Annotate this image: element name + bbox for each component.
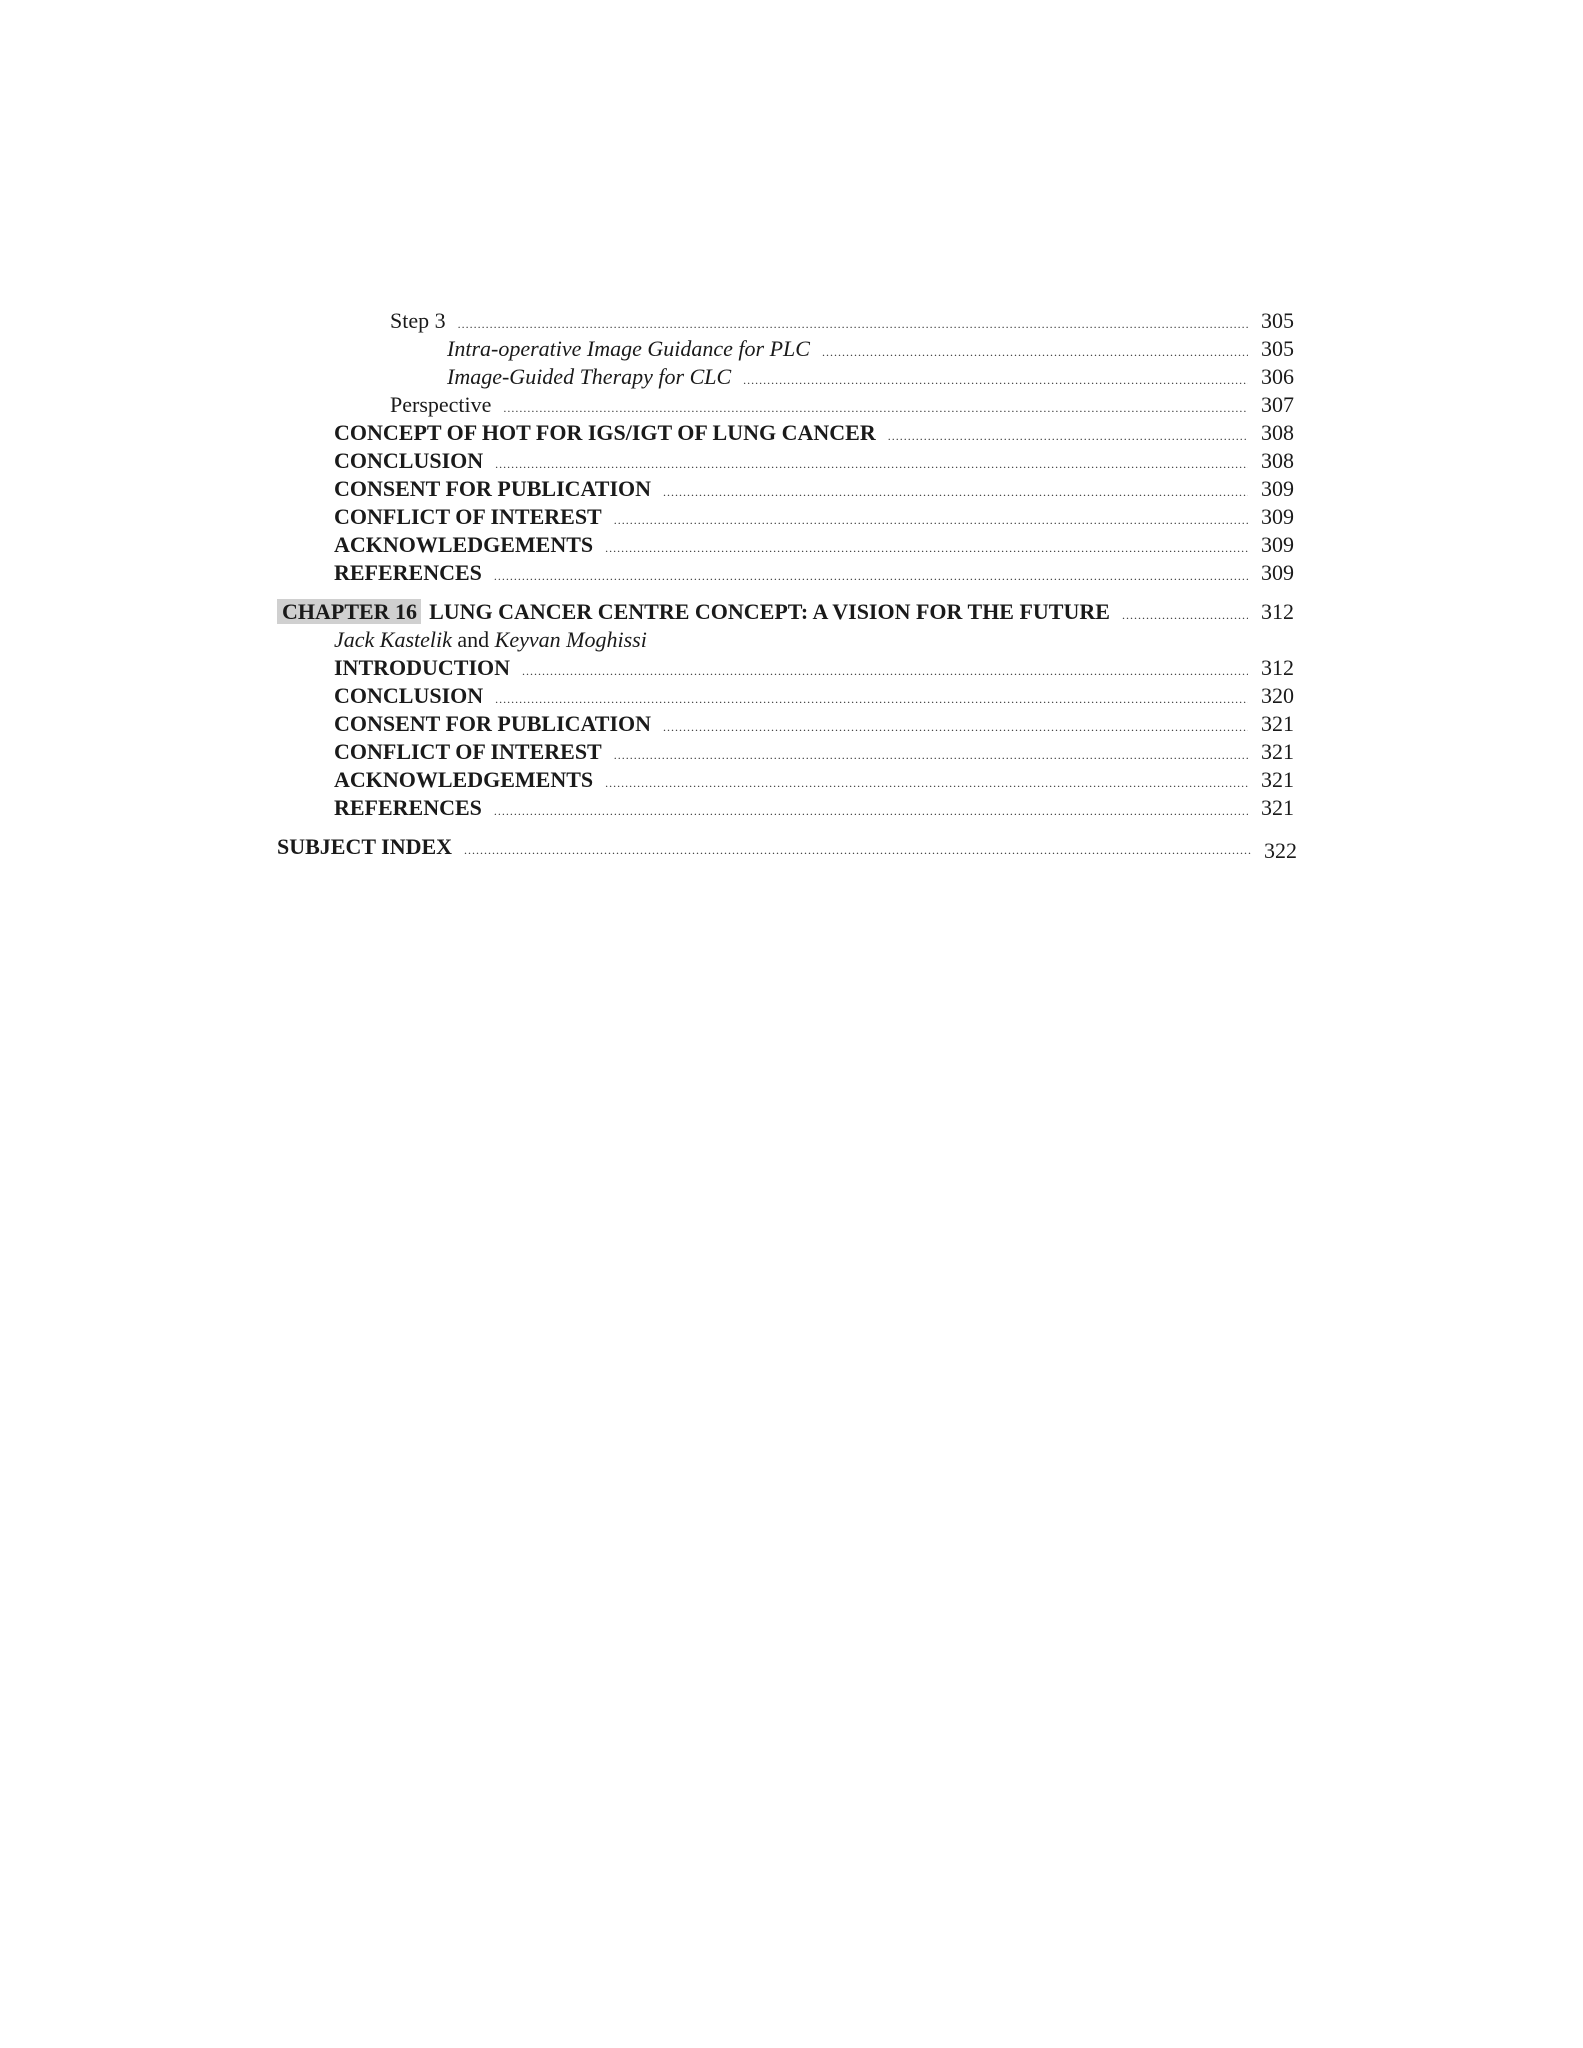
dot-leader <box>614 506 1248 534</box>
toc-entry-page: 305 <box>1261 308 1294 333</box>
toc-entry-perspective[interactable] <box>390 391 1294 419</box>
toc-entry-conflict[interactable] <box>334 738 1294 766</box>
toc-entry-title: Step 3 <box>390 308 446 333</box>
dot-leader <box>822 338 1248 366</box>
author-joiner: and <box>457 627 490 652</box>
toc-entry-title: REFERENCES <box>334 560 482 585</box>
toc-entry-title: CONCEPT OF HOT FOR IGS/IGT OF LUNG CANCER <box>334 420 876 445</box>
dot-leader <box>464 836 1251 864</box>
dot-leader <box>522 657 1248 685</box>
toc-entry-page: 309 <box>1261 532 1294 557</box>
toc-entry-references[interactable] <box>334 559 1294 587</box>
toc-entry-page: 322 <box>1264 838 1297 863</box>
toc-entry-page: 308 <box>1261 420 1294 445</box>
toc-entry-page: 321 <box>1261 767 1294 792</box>
toc-entry-concept-of-hot[interactable] <box>334 419 1294 447</box>
toc-entry-acknowledgements[interactable] <box>334 531 1294 559</box>
toc-entry-title: ACKNOWLEDGEMENTS <box>334 767 594 792</box>
toc-entry-introduction[interactable] <box>334 654 1294 682</box>
toc-entry-page: 308 <box>1261 448 1294 473</box>
toc-entry-page: 320 <box>1261 683 1294 708</box>
chapter-authors <box>334 626 647 654</box>
toc-entry-page: 321 <box>1261 739 1294 764</box>
toc-entry-title: ACKNOWLEDGEMENTS <box>334 532 594 557</box>
toc-entry-consent[interactable] <box>334 475 1294 503</box>
author-name: Keyvan Moghissi <box>494 627 647 652</box>
toc-entry-page: 321 <box>1261 711 1294 736</box>
toc-entry-page: 305 <box>1261 336 1294 361</box>
toc-entry-conclusion[interactable] <box>334 447 1294 475</box>
toc-entry-page: 309 <box>1261 476 1294 501</box>
dot-leader <box>614 741 1248 769</box>
toc-entry-title: Image-Guided Therapy for CLC <box>447 364 732 389</box>
chapter-number-label: CHAPTER 16 <box>277 599 421 624</box>
toc-entry-title: Intra-operative Image Guidance for PLC <box>447 336 810 361</box>
dot-leader <box>458 310 1248 338</box>
toc-entry-step3[interactable] <box>390 307 1294 335</box>
toc-entry-title: SUBJECT INDEX <box>277 834 453 859</box>
dot-leader <box>663 713 1248 741</box>
toc-entry-page: 306 <box>1261 364 1294 389</box>
toc-entry-page: 309 <box>1261 560 1294 585</box>
dot-leader <box>605 534 1248 562</box>
toc-entry-subject-index[interactable] <box>277 833 1297 861</box>
toc-entry-consent[interactable] <box>334 710 1294 738</box>
dot-leader <box>605 769 1248 797</box>
toc-entry-title: REFERENCES <box>334 795 482 820</box>
chapter-title: LUNG CANCER CENTRE CONCEPT: A VISION FOR THE FUTURE <box>429 599 1110 624</box>
toc-entry-title: CONCLUSION <box>334 683 484 708</box>
toc-entry-conclusion[interactable] <box>334 682 1294 710</box>
toc-entry-title: CONFLICT OF INTEREST <box>334 504 602 529</box>
author-name: Jack Kastelik <box>334 627 452 652</box>
toc-entry-page: 309 <box>1261 504 1294 529</box>
toc-entry-conflict[interactable] <box>334 503 1294 531</box>
toc-entry-intraoperative[interactable] <box>447 335 1294 363</box>
dot-leader <box>494 797 1248 825</box>
toc-entry-page: 312 <box>1261 599 1294 624</box>
dot-leader <box>888 422 1248 450</box>
dot-leader <box>495 685 1248 713</box>
toc-entry-page: 307 <box>1261 392 1294 417</box>
toc-entry-acknowledgements[interactable] <box>334 766 1294 794</box>
dot-leader <box>743 366 1248 394</box>
toc-entry-title: CONFLICT OF INTEREST <box>334 739 602 764</box>
toc-entry-title: CONCLUSION <box>334 448 484 473</box>
toc-entry-page: 321 <box>1261 795 1294 820</box>
toc-entry-image-guided-therapy[interactable] <box>447 363 1294 391</box>
toc-entry-page: 312 <box>1261 655 1294 680</box>
toc-entry-title: CONSENT FOR PUBLICATION <box>334 476 652 501</box>
toc-entry-references[interactable] <box>334 794 1294 822</box>
dot-leader <box>495 450 1248 478</box>
dot-leader <box>494 562 1248 590</box>
toc-entry-title: INTRODUCTION <box>334 655 511 680</box>
toc-entry-title: Perspective <box>390 392 492 417</box>
toc-entry-title: CONSENT FOR PUBLICATION <box>334 711 652 736</box>
chapter-heading <box>277 598 1110 626</box>
toc-chapter-16[interactable] <box>277 598 1294 626</box>
dot-leader <box>1122 601 1248 629</box>
dot-leader <box>663 478 1248 506</box>
dot-leader <box>503 394 1248 422</box>
